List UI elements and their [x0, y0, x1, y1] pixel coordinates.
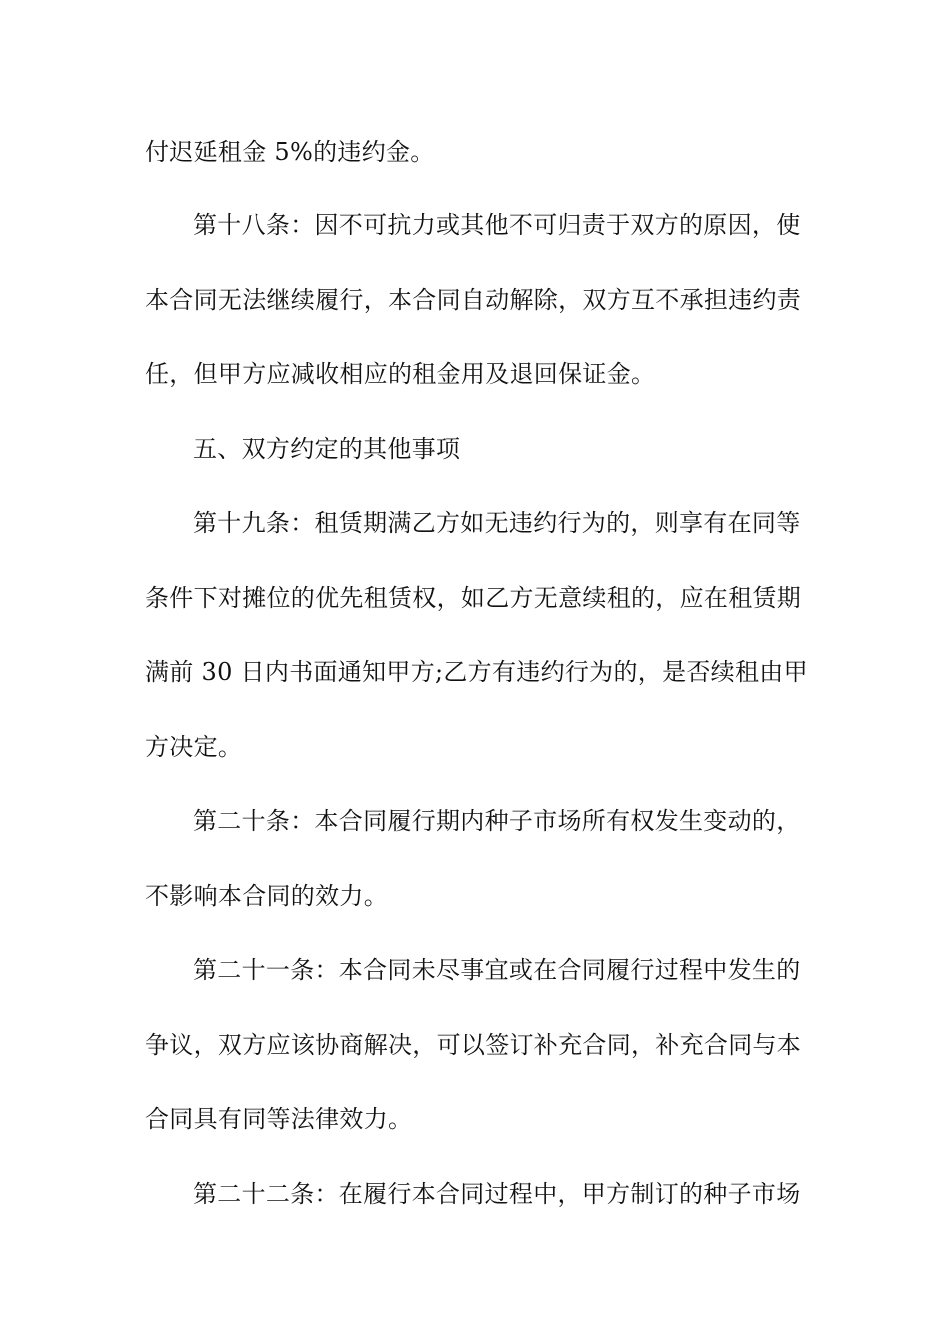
paragraph-article-19: 第十九条：租赁期满乙方如无违约行为的，则享有在同等 — [193, 509, 801, 537]
section-heading: 五、双方约定的其他事项 — [193, 435, 461, 463]
paragraph-article-22: 第二十二条：在履行本合同过程中，甲方制订的种子市场 — [193, 1180, 801, 1208]
text-line: 本合同无法继续履行，本合同自动解除，双方互不承担违约责 — [145, 286, 802, 314]
paragraph-article-20: 第二十条：本合同履行期内种子市场所有权发生变动的， — [193, 807, 801, 835]
text-line: 条件下对摊位的优先租赁权，如乙方无意续租的，应在租赁期 — [145, 584, 802, 612]
paragraph-article-18: 第十八条：因不可抗力或其他不可归责于双方的原因，使 — [193, 211, 801, 239]
text-line: 满前 30 日内书面通知甲方;乙方有违约行为的，是否续租由甲 — [145, 658, 808, 686]
text-line: 不影响本合同的效力。 — [145, 882, 388, 910]
text-line: 方决定。 — [145, 733, 243, 761]
text-line: 争议，双方应该协商解决，可以签订补充合同，补充合同与本 — [145, 1031, 802, 1059]
text-line: 合同具有同等法律效力。 — [145, 1105, 413, 1133]
text-line: 付迟延租金 5%的违约金。 — [145, 138, 435, 166]
text-line: 任，但甲方应减收相应的租金用及退回保证金。 — [145, 360, 656, 388]
paragraph-article-21: 第二十一条：本合同未尽事宜或在合同履行过程中发生的 — [193, 956, 801, 984]
